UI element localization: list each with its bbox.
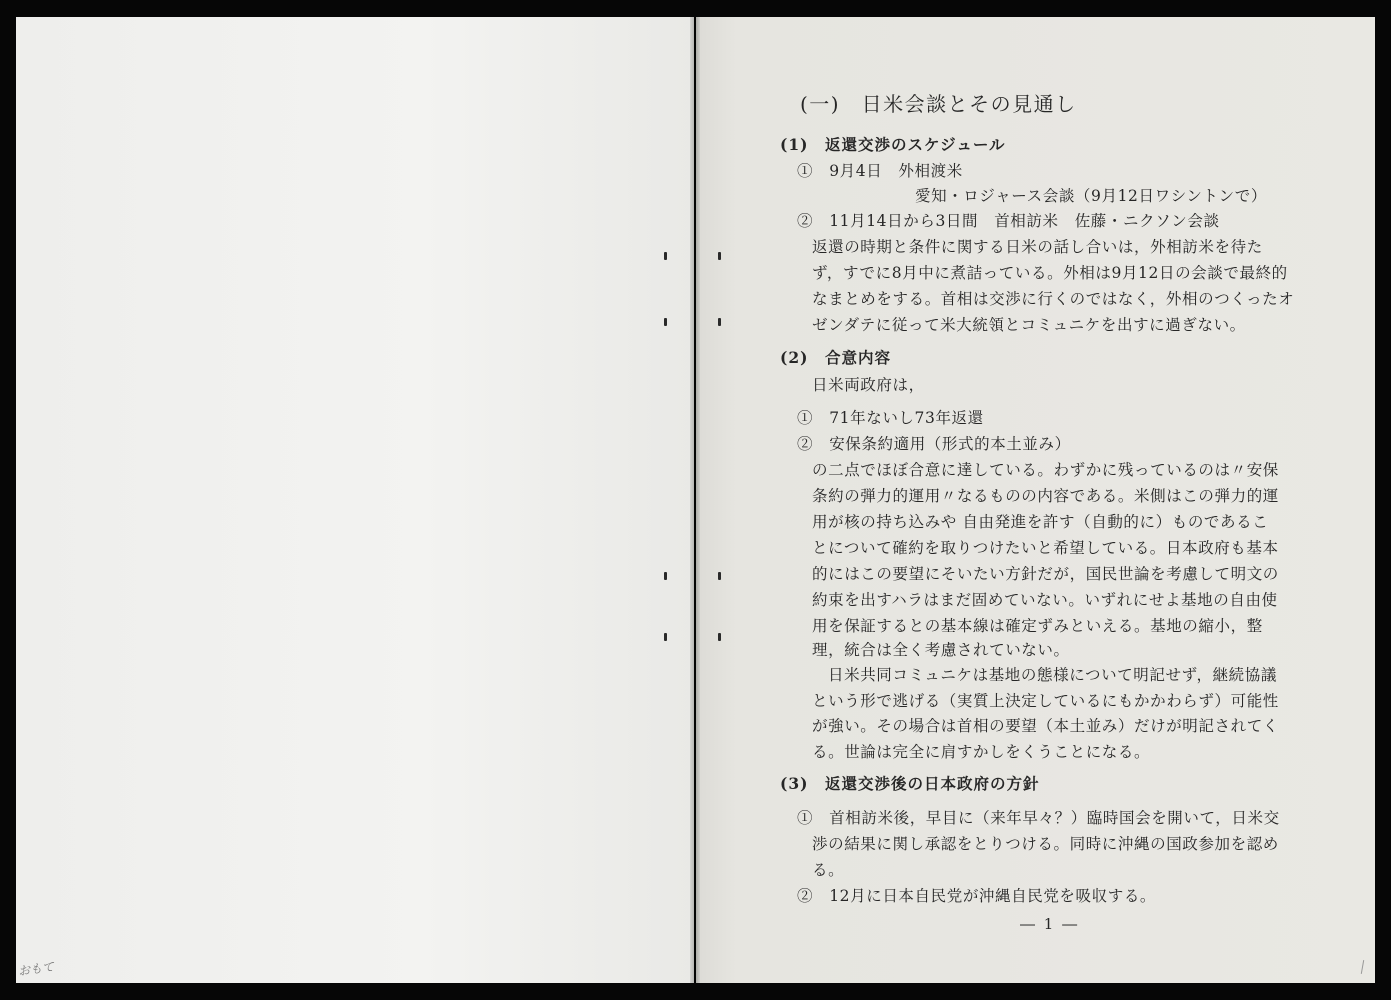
- body-line: る。世論は完全に肩すかしをくうことになる。: [812, 743, 1151, 761]
- body-line: 用を保証するとの基本線は確定ずみといえる。基地の縮小，整: [812, 617, 1263, 635]
- body-line: が強い。その場合は首相の要望（本土並み）だけが明記されてく: [812, 717, 1279, 735]
- agreement-item: ② 安保条約適用（形式的本土並み）: [797, 435, 1071, 453]
- stitch-mark: [718, 252, 721, 260]
- body-line: 日米共同コミュニケは基地の態様について明記せず，継続協議: [828, 666, 1277, 684]
- schedule-item: ① 9月4日 外相渡米: [797, 162, 963, 180]
- body-line: なまとめをする。首相は交渉に行くのではなく，外相のつくったオ: [812, 290, 1295, 308]
- stitch-mark: [718, 572, 721, 580]
- section-heading: (3) 返還交渉後の日本政府の方針: [780, 774, 1040, 793]
- body-line: 用が核の持ち込みや 自由発進を許す（自動的に）ものであるこ: [812, 513, 1269, 531]
- section-heading: (2) 合意内容: [780, 348, 891, 367]
- agreement-item: ① 71年ないし73年返還: [797, 409, 984, 427]
- page-title: (一) 日米会談とその見通し: [800, 92, 1077, 116]
- body-line: る。: [812, 861, 845, 879]
- stitch-mark: [718, 633, 721, 641]
- stitch-mark: [664, 318, 667, 326]
- stitch-mark: [664, 633, 667, 641]
- schedule-item: ② 11月14日から3日間 首相訪米 佐藤・ニクソン会談: [797, 212, 1220, 230]
- body-line: 渉の結果に関し承認をとりつける。同時に沖縄の国政参加を認め: [812, 835, 1279, 853]
- body-line: 日米両政府は，: [812, 376, 925, 394]
- body-line: 返還の時期と条件に関する日米の話し合いは，外相訪米を待た: [812, 238, 1263, 256]
- stitch-mark: [718, 318, 721, 326]
- section-heading: (1) 返還交渉のスケジュール: [780, 135, 1006, 154]
- body-line: 的にはこの要望にそいたい方針だが，国民世論を考慮して明文の: [812, 565, 1279, 583]
- page-number: ― 1 ―: [1020, 915, 1080, 933]
- body-line: 条約の弾力的運用〃なるものの内容である。米側はこの弾力的運: [812, 487, 1279, 505]
- body-line: 約束を出すハラはまだ固めていない。いずれにせよ基地の自由使: [812, 591, 1278, 609]
- left-page-blank: [16, 17, 694, 983]
- body-line: 理，統合は全く考慮されていない。: [812, 641, 1070, 659]
- policy-item: ② 12月に日本自民党が沖縄自民党を吸収する。: [797, 887, 1157, 905]
- body-line: ゼンダテに従って米大統領とコミュニケを出すに過ぎない。: [812, 316, 1246, 334]
- schedule-item: 愛知・ロジャース会談（9月12日ワシントンで）: [915, 187, 1267, 205]
- binding-gutter: [690, 17, 700, 983]
- policy-item: ① 首相訪米後，早目に（来年早々？）臨時国会を開いて，日米交: [797, 809, 1280, 827]
- stitch-mark: [664, 572, 667, 580]
- body-line: という形で逃げる（実質上決定しているにもかかわらず）可能性: [812, 692, 1279, 710]
- pencil-note: おもて: [17, 959, 55, 979]
- body-line: ず，すでに8月中に煮詰っている。外相は9月12日の会談で最終的: [812, 264, 1288, 282]
- body-line: の二点でほぼ合意に達している。わずかに残っているのは〃安保: [812, 461, 1279, 479]
- stitch-mark: [664, 252, 667, 260]
- body-line: とについて確約を取りつけたいと希望している。日本政府も基本: [812, 539, 1279, 557]
